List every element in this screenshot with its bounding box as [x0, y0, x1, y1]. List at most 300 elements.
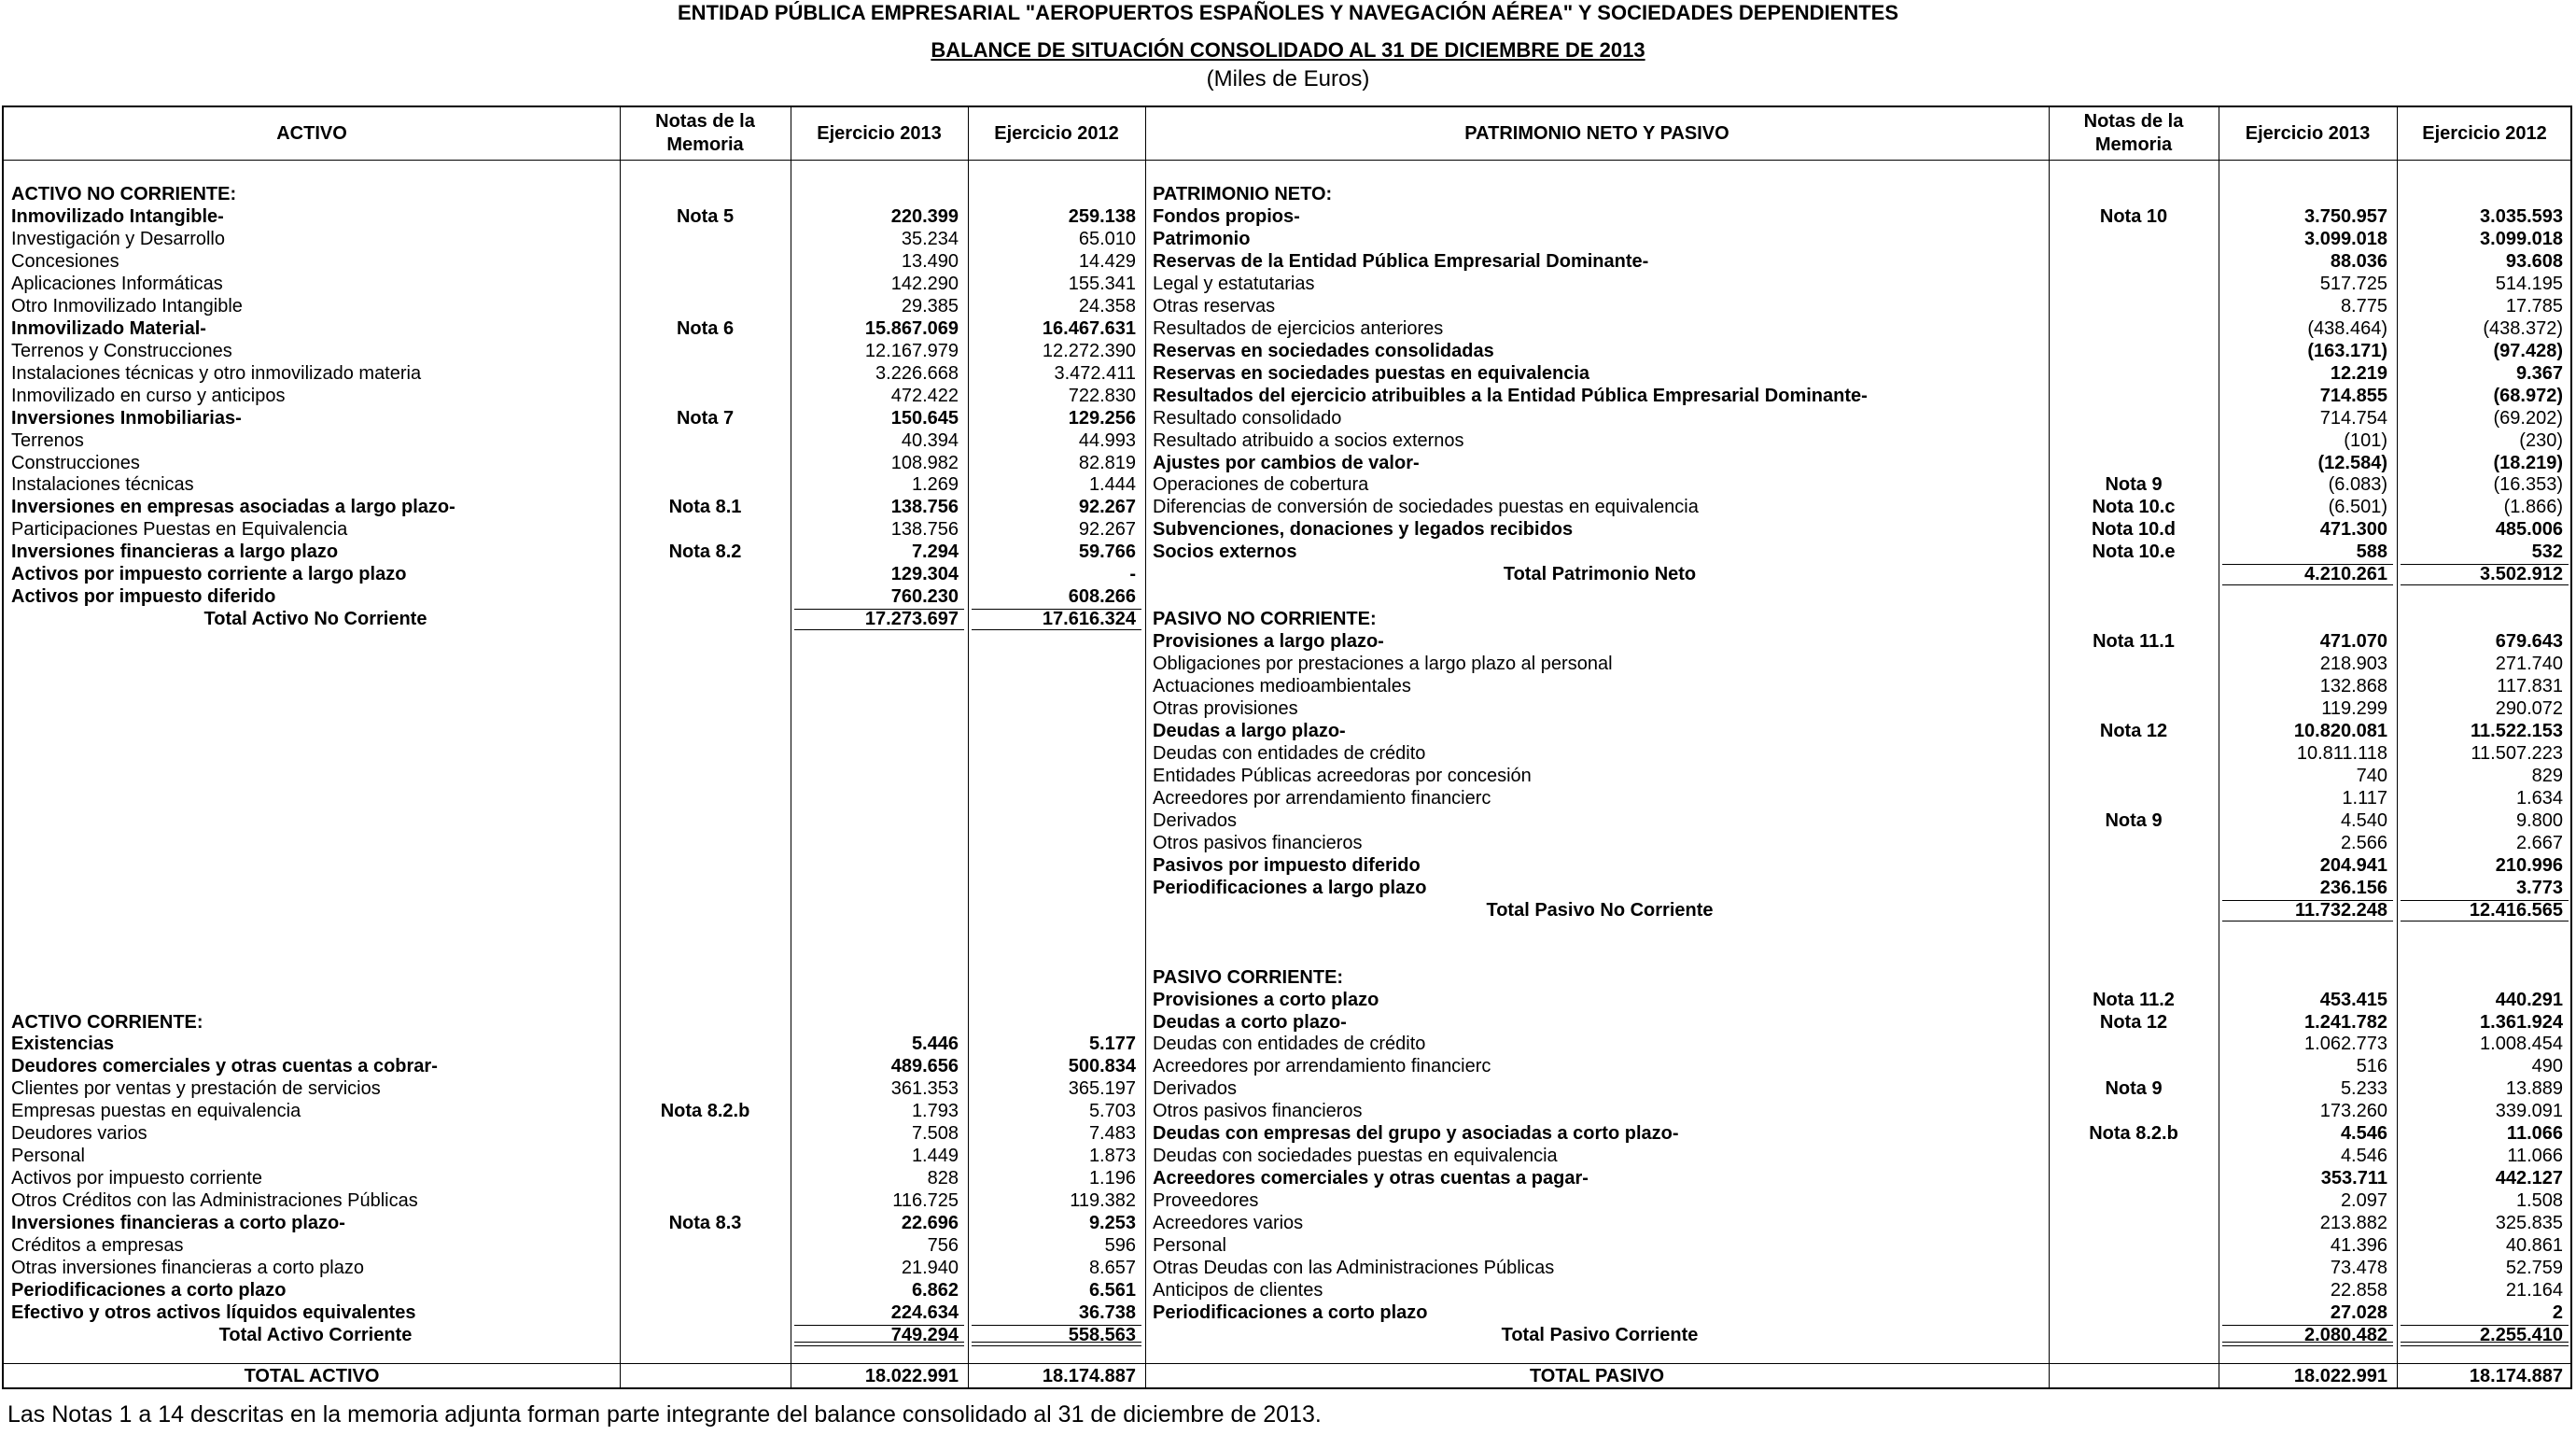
row-value-2012: 210.996	[2495, 855, 2563, 876]
row-label: Otros pasivos financieros	[1153, 1101, 1363, 1121]
row-label: Otros pasivos financieros	[1153, 833, 1363, 853]
row-note: Nota 9	[2105, 474, 2163, 495]
row-label: Otro Inmovilizado Intangible	[11, 296, 243, 317]
row-note: Nota 8.2	[668, 542, 742, 562]
row-label: Activos por impuesto corriente a largo plazo	[11, 564, 407, 584]
row-label: Deudores comerciales y otras cuentas a cobrar-	[11, 1056, 438, 1076]
row-value-2012: 3.099.018	[2480, 229, 2563, 249]
row-value-2012: 12.416.565	[2469, 900, 2563, 921]
col-header-2013-right: Ejercicio 2013	[2245, 122, 2371, 144]
row-label: Periodificaciones a largo plazo	[1153, 878, 1427, 898]
row-value-2012: 485.006	[2495, 519, 2563, 540]
row-label: Periodificaciones a corto plazo	[11, 1280, 287, 1301]
row-value-2012: 722.830	[1068, 386, 1136, 406]
row-value-2013: 13.490	[901, 251, 959, 272]
row-value-2012: (68.972)	[2493, 386, 2563, 406]
subtotal-rule	[2401, 900, 2569, 901]
row-label: Créditos a empresas	[11, 1235, 184, 1256]
row-label: Inmovilizado Intangible-	[11, 206, 224, 227]
row-value-2013: 15.867.069	[864, 318, 959, 339]
row-value-2013: 4.546	[2340, 1146, 2387, 1166]
row-label: Otros Créditos con las Administraciones Públicas	[11, 1190, 418, 1211]
row-value-2013: 1.793	[911, 1101, 959, 1121]
row-value-2012: 6.561	[1088, 1280, 1136, 1301]
row-value-2013: 471.070	[2319, 631, 2387, 652]
row-label: Proveedores	[1153, 1190, 1259, 1211]
row-value-2012: 442.127	[2495, 1168, 2563, 1189]
row-value-2012: 65.010	[1078, 229, 1136, 249]
col-divider	[1145, 107, 1146, 1387]
row-value-2012: 24.358	[1078, 296, 1136, 317]
row-note: Nota 9	[2105, 810, 2163, 831]
row-value-2013: 88.036	[2330, 251, 2387, 272]
row-value-2012: 117.831	[2497, 676, 2563, 696]
row-label: Acreedores por arrendamiento financierc	[1153, 1056, 1491, 1076]
row-value-2012: 1.873	[1088, 1146, 1136, 1166]
row-label: Operaciones de cobertura	[1153, 474, 1369, 495]
subtotal-rule	[794, 1345, 964, 1346]
row-value-2012: 259.138	[1068, 206, 1136, 227]
subtotal-rule	[2401, 1325, 2569, 1326]
total-rule	[2222, 1342, 2393, 1343]
row-label: Deudas a corto plazo-	[1153, 1012, 1347, 1033]
row-value-2013: 5.233	[2340, 1078, 2387, 1099]
row-note: Nota 10.d	[2091, 519, 2177, 540]
row-label: Resultados del ejercicio atribuibles a la Entidad Pública Empresarial Dominante-	[1153, 386, 1868, 406]
row-value-2012: 365.197	[1068, 1078, 1136, 1099]
row-label: Entidades Públicas acreedoras por concesión	[1153, 766, 1532, 786]
row-value-2013: 756	[927, 1235, 959, 1256]
row-value-2012: 52.759	[2505, 1258, 2563, 1278]
row-value-2012: 679.643	[2495, 631, 2563, 652]
row-value-2013: 3.750.957	[2304, 206, 2387, 227]
row-value-2013: 3.099.018	[2304, 229, 2387, 249]
row-total-label: Total Patrimonio Neto	[1503, 564, 1697, 584]
row-label: Reservas en sociedades puestas en equivalencia	[1153, 363, 1590, 384]
row-value-2012: 1.196	[1088, 1168, 1136, 1189]
col-divider	[2049, 107, 2050, 1387]
row-value-2013: 138.756	[890, 497, 959, 517]
subtotal-rule	[2222, 564, 2393, 565]
row-value-2012: 17.616.324	[1042, 609, 1136, 629]
row-note: Nota 8.2.b	[2089, 1123, 2178, 1144]
row-label: Diferencias de conversión de sociedades puestas en equivalencia	[1153, 497, 1699, 517]
subtotal-rule	[2401, 564, 2569, 565]
row-value-2013: 22.858	[2330, 1280, 2387, 1301]
col-header-2012-right: Ejercicio 2012	[2422, 122, 2547, 144]
row-label: Otras inversiones financieras a corto plazo	[11, 1258, 364, 1278]
col-header-2013-left: Ejercicio 2013	[817, 122, 942, 144]
row-label: ACTIVO CORRIENTE:	[11, 1012, 203, 1033]
row-value-2013: 21.940	[901, 1258, 959, 1278]
row-label: Investigación y Desarrollo	[11, 229, 225, 249]
row-value-2013: 1.241.782	[2304, 1012, 2387, 1033]
col-header-notas-left: Notas de la Memoria	[655, 111, 755, 155]
row-value-2012: 1.444	[1088, 474, 1136, 495]
header-divider	[4, 160, 2570, 161]
row-value-2012: 2	[2552, 1302, 2563, 1323]
row-total-label: Total Activo Corriente	[218, 1325, 413, 1345]
col-header-2012-left: Ejercicio 2012	[994, 122, 1119, 144]
col-header-notas-right: Notas de la Memoria	[2083, 111, 2184, 155]
row-label: Patrimonio	[1153, 229, 1251, 249]
row-value-2013: (101)	[2344, 430, 2387, 451]
row-label: Inversiones financieras a largo plazo	[11, 542, 339, 562]
row-value-2013: 714.855	[2319, 386, 2387, 406]
row-value-2012: 129.256	[1068, 408, 1136, 429]
subtotal-rule	[2401, 584, 2569, 585]
row-label: Clientes por ventas y prestación de servicios	[11, 1078, 381, 1099]
row-value-2012: 17.785	[2505, 296, 2563, 317]
row-value-2013: 10.820.081	[2293, 721, 2387, 741]
row-value-2012: 3.035.593	[2480, 206, 2563, 227]
row-value-2013: 472.422	[890, 386, 959, 406]
row-label: Instalaciones técnicas	[11, 474, 194, 495]
row-value-2013: 1.449	[911, 1146, 959, 1166]
row-value-2012: 16.467.631	[1042, 318, 1136, 339]
row-label: Inversiones Inmobiliarias-	[11, 408, 242, 429]
row-note: Nota 11.1	[2093, 631, 2175, 652]
row-label: Deudores varios	[11, 1123, 147, 1144]
row-value-2013: 119.299	[2321, 698, 2387, 719]
subtotal-rule	[2222, 1325, 2393, 1326]
row-value-2012: 339.091	[2495, 1101, 2563, 1121]
row-label: Deudas a largo plazo-	[1153, 721, 1346, 741]
totals-divider	[4, 1363, 2570, 1364]
row-value-2012: 490	[2531, 1056, 2563, 1076]
row-value-2013: 4.546	[2340, 1123, 2387, 1144]
row-value-2012: 21.164	[2505, 1280, 2563, 1301]
row-value-2013: 11.732.248	[2295, 900, 2387, 921]
total-activo-label: TOTAL ACTIVO	[244, 1366, 380, 1386]
row-note: Nota 8.3	[668, 1213, 742, 1233]
row-value-2012: (16.353)	[2493, 474, 2563, 495]
row-label: Socios externos	[1153, 542, 1297, 562]
row-value-2013: 22.696	[901, 1213, 959, 1233]
row-value-2013: 27.028	[2330, 1302, 2387, 1323]
row-value-2012: 11.522.153	[2471, 721, 2563, 741]
row-label: Provisiones a corto plazo	[1153, 990, 1379, 1010]
row-value-2012: 558.563	[1068, 1325, 1136, 1345]
row-value-2013: 138.756	[890, 519, 959, 540]
row-label: Anticipos de clientes	[1153, 1280, 1323, 1301]
row-value-2013: (12.584)	[2317, 453, 2387, 473]
row-value-2012: 11.507.223	[2471, 743, 2563, 764]
row-label: Activos por impuesto diferido	[11, 586, 276, 607]
row-label: Inversiones financieras a corto plazo-	[11, 1213, 345, 1233]
row-value-2013: 2.097	[2340, 1190, 2387, 1211]
row-value-2013: 749.294	[890, 1325, 959, 1345]
subtotal-rule	[2222, 900, 2393, 901]
row-value-2013: 17.273.697	[864, 609, 959, 629]
row-value-2013: 41.396	[2330, 1235, 2387, 1256]
row-label: ACTIVO NO CORRIENTE:	[11, 184, 237, 204]
row-value-2012: 440.291	[2495, 990, 2563, 1010]
row-value-2012: (97.428)	[2493, 341, 2563, 361]
row-label: Deudas con empresas del grupo y asociadas a corto plazo-	[1153, 1123, 1679, 1144]
row-label: Construcciones	[11, 453, 140, 473]
row-value-2012: -	[1129, 564, 1136, 584]
row-label: PASIVO NO CORRIENTE:	[1153, 609, 1377, 629]
total-activo-2013: 18.022.991	[864, 1366, 959, 1386]
balance-sheet-table	[2, 106, 2572, 1389]
row-label: Deudas con entidades de crédito	[1153, 743, 1426, 764]
row-value-2012: (438.372)	[2483, 318, 2563, 339]
row-note: Nota 9	[2105, 1078, 2163, 1099]
row-value-2012: 11.066	[2507, 1146, 2563, 1166]
row-value-2012: 3.502.912	[2480, 564, 2563, 584]
row-value-2013: 453.415	[2319, 990, 2387, 1010]
row-value-2012: 271.740	[2495, 654, 2563, 674]
row-value-2013: 73.478	[2330, 1258, 2387, 1278]
row-label: Pasivos por impuesto diferido	[1153, 855, 1421, 876]
row-value-2012: 290.072	[2495, 698, 2563, 719]
row-label: Otras Deudas con las Administraciones Públicas	[1153, 1258, 1555, 1278]
total-pasivo-label: TOTAL PASIVO	[1529, 1366, 1665, 1386]
row-value-2013: 40.394	[901, 430, 959, 451]
row-label: Resultados de ejercicios anteriores	[1153, 318, 1444, 339]
row-value-2012: 92.267	[1078, 519, 1136, 540]
row-value-2012: 532	[2531, 542, 2563, 562]
row-value-2012: 514.195	[2495, 274, 2563, 294]
row-note: Nota 10.c	[2092, 497, 2176, 517]
row-label: Resultado atribuido a socios externos	[1153, 430, 1464, 451]
row-note: Nota 7	[676, 408, 735, 429]
row-label: Acreedores varios	[1153, 1213, 1304, 1233]
row-value-2013: 760.230	[890, 586, 959, 607]
row-label: Terrenos y Construcciones	[11, 341, 232, 361]
row-value-2013: 129.304	[890, 564, 959, 584]
row-value-2013: 517.725	[2319, 274, 2387, 294]
row-value-2013: 150.645	[890, 408, 959, 429]
row-label: Otras provisiones	[1153, 698, 1298, 719]
row-note: Nota 10.e	[2092, 542, 2176, 562]
total-activo-2012: 18.174.887	[1042, 1366, 1136, 1386]
row-value-2013: 516	[2356, 1056, 2387, 1076]
row-value-2013: 3.226.668	[875, 363, 959, 384]
row-value-2013: 828	[927, 1168, 959, 1189]
row-value-2013: (438.464)	[2307, 318, 2387, 339]
row-label: Empresas puestas en equivalencia	[11, 1101, 301, 1121]
subtotal-rule	[2401, 1345, 2569, 1346]
subtotal-rule	[972, 609, 1141, 610]
row-label: Provisiones a largo plazo-	[1153, 631, 1384, 652]
row-label: Subvenciones, donaciones y legados recibidos	[1153, 519, 1574, 540]
row-value-2013: 8.775	[2340, 296, 2387, 317]
row-value-2013: (6.501)	[2328, 497, 2387, 517]
row-value-2013: 588	[2356, 542, 2387, 562]
row-value-2012: (230)	[2519, 430, 2563, 451]
row-label: Terrenos	[11, 430, 84, 451]
report-entity-title: ENTIDAD PÚBLICA EMPRESARIAL "AEROPUERTOS ESPAÑOLES Y NAVEGACIÓN AÉREA" Y SOCIEDADES DEPENDIENTES	[677, 1, 1899, 24]
row-value-2013: 224.634	[890, 1302, 959, 1323]
row-value-2012: 119.382	[1070, 1190, 1136, 1211]
subtotal-rule	[972, 629, 1141, 630]
row-value-2012: (69.202)	[2493, 408, 2563, 429]
row-label: Instalaciones técnicas y otro inmovilizado materia	[11, 363, 422, 384]
row-label: Fondos propios-	[1153, 206, 1300, 227]
row-label: Deudas con entidades de crédito	[1153, 1034, 1426, 1054]
row-note: Nota 8.1	[668, 497, 742, 517]
row-value-2012: (18.219)	[2493, 453, 2563, 473]
row-value-2012: 1.508	[2515, 1190, 2563, 1211]
col-divider	[620, 107, 621, 1387]
row-label: Aplicaciones Informáticas	[11, 274, 223, 294]
row-value-2012: 92.267	[1078, 497, 1136, 517]
row-label: Acreedores comerciales y otras cuentas a pagar-	[1153, 1168, 1589, 1189]
row-value-2013: 7.294	[911, 542, 959, 562]
row-value-2013: 4.540	[2340, 810, 2387, 831]
row-value-2013: 29.385	[901, 296, 959, 317]
row-value-2012: 2.255.410	[2480, 1325, 2563, 1345]
row-label: Inmovilizado en curso y anticipos	[11, 386, 286, 406]
subtotal-rule	[794, 1325, 964, 1326]
row-note: Nota 6	[676, 318, 735, 339]
row-value-2012: 2.667	[2515, 833, 2563, 853]
subtotal-rule	[794, 609, 964, 610]
row-label: Personal	[11, 1146, 85, 1166]
row-label: Ajustes por cambios de valor-	[1153, 453, 1420, 473]
row-value-2012: 1.361.924	[2480, 1012, 2563, 1033]
row-label: Efectivo y otros activos líquidos equivalentes	[11, 1302, 416, 1323]
row-value-2013: 5.446	[911, 1034, 959, 1054]
row-value-2013: 236.156	[2319, 878, 2387, 898]
row-note: Nota 10	[2099, 206, 2168, 227]
report-units: (Miles de Euros)	[1206, 66, 1370, 91]
row-label: Acreedores por arrendamiento financierc	[1153, 788, 1491, 809]
row-label: Inversiones en empresas asociadas a largo plazo-	[11, 497, 455, 517]
row-value-2013: 35.234	[901, 229, 959, 249]
row-label: Reservas de la Entidad Pública Empresarial Dominante-	[1153, 251, 1649, 272]
row-label: Inmovilizado Material-	[11, 318, 206, 339]
row-value-2012: 596	[1104, 1235, 1136, 1256]
row-value-2013: 142.290	[890, 274, 959, 294]
row-label: PASIVO CORRIENTE:	[1153, 967, 1344, 988]
row-value-2012: 1.008.454	[2480, 1034, 2563, 1054]
row-value-2012: 59.766	[1078, 542, 1136, 562]
subtotal-rule	[972, 1325, 1141, 1326]
row-value-2013: 218.903	[2319, 654, 2387, 674]
row-total-label: Total Activo No Corriente	[203, 609, 427, 629]
row-value-2012: 500.834	[1068, 1056, 1136, 1076]
row-label: Activos por impuesto corriente	[11, 1168, 263, 1189]
row-value-2013: 173.260	[2319, 1101, 2387, 1121]
row-value-2013: (6.083)	[2328, 474, 2387, 495]
row-value-2012: 82.819	[1078, 453, 1136, 473]
row-note: Nota 12	[2099, 721, 2168, 741]
row-value-2013: 714.754	[2319, 408, 2387, 429]
col-header-patrimonio: PATRIMONIO NETO Y PASIVO	[1464, 122, 1729, 144]
row-label: Otras reservas	[1153, 296, 1276, 317]
row-value-2012: 3.472.411	[1054, 363, 1136, 384]
row-label: Resultado consolidado	[1153, 408, 1342, 429]
row-value-2013: 213.882	[2319, 1213, 2387, 1233]
row-note: Nota 8.2.b	[660, 1101, 750, 1121]
row-value-2012: 5.177	[1088, 1034, 1136, 1054]
row-label: Existencias	[11, 1034, 115, 1054]
total-rule	[794, 1342, 964, 1343]
row-value-2013: 489.656	[890, 1056, 959, 1076]
row-value-2013: 12.167.979	[864, 341, 959, 361]
subtotal-rule	[794, 629, 964, 630]
row-value-2013: 116.725	[892, 1190, 959, 1211]
total-rule	[972, 1342, 1141, 1343]
row-label: Personal	[1153, 1235, 1226, 1256]
row-label: Deudas con sociedades puestas en equivalencia	[1153, 1146, 1558, 1166]
col-header-activo: ACTIVO	[276, 122, 347, 144]
row-value-2012: 40.861	[2505, 1235, 2563, 1256]
row-value-2012: 11.066	[2506, 1123, 2563, 1144]
row-value-2012: 3.773	[2515, 878, 2563, 898]
total-rule	[2401, 1342, 2569, 1343]
row-value-2012: 1.634	[2515, 788, 2563, 809]
row-label: Derivados	[1153, 810, 1238, 831]
row-value-2012: 608.266	[1068, 586, 1136, 607]
row-note: Nota 5	[676, 206, 735, 227]
row-value-2012: 44.993	[1078, 430, 1136, 451]
row-value-2012: (1.866)	[2503, 497, 2563, 517]
row-value-2012: 5.703	[1088, 1101, 1136, 1121]
row-value-2013: 204.941	[2319, 855, 2387, 876]
row-value-2013: 1.062.773	[2304, 1034, 2387, 1054]
row-value-2012: 14.429	[1078, 251, 1136, 272]
row-value-2012: 9.253	[1088, 1213, 1136, 1233]
row-value-2012: 155.341	[1068, 274, 1136, 294]
row-value-2013: 4.210.261	[2304, 564, 2387, 584]
row-value-2012: 12.272.390	[1042, 341, 1136, 361]
row-value-2013: 108.982	[890, 453, 959, 473]
total-pasivo-2013: 18.022.991	[2293, 1366, 2387, 1386]
subtotal-rule	[2222, 584, 2393, 585]
report-balance-title: BALANCE DE SITUACIÓN CONSOLIDADO AL 31 DE DICIEMBRE DE 2013	[931, 38, 1645, 62]
row-value-2013: 2.080.482	[2304, 1325, 2387, 1345]
row-value-2012: 9.367	[2515, 363, 2563, 384]
row-value-2013: 7.508	[911, 1123, 959, 1144]
total-pasivo-2012: 18.174.887	[2469, 1366, 2563, 1386]
row-value-2012: 8.657	[1088, 1258, 1136, 1278]
row-value-2012: 36.738	[1078, 1302, 1136, 1323]
row-value-2012: 7.483	[1088, 1123, 1136, 1144]
row-value-2013: 740	[2356, 766, 2387, 786]
row-value-2013: 10.811.118	[2296, 743, 2387, 764]
row-value-2013: (163.171)	[2307, 341, 2387, 361]
row-label: Periodificaciones a corto plazo	[1153, 1302, 1428, 1323]
row-total-label: Total Pasivo Corriente	[1501, 1325, 1699, 1345]
row-value-2013: 353.711	[2320, 1168, 2387, 1189]
row-label: Derivados	[1153, 1078, 1238, 1099]
row-total-label: Total Pasivo No Corriente	[1486, 900, 1714, 921]
row-note: Nota 12	[2099, 1012, 2168, 1033]
row-value-2012: 13.889	[2505, 1078, 2563, 1099]
row-label: PATRIMONIO NETO:	[1153, 184, 1333, 204]
row-value-2013: 1.269	[911, 474, 959, 495]
row-label: Legal y estatutarias	[1153, 274, 1315, 294]
row-label: Reservas en sociedades consolidadas	[1153, 341, 1494, 361]
subtotal-rule	[972, 1345, 1141, 1346]
row-value-2012: 93.608	[2505, 251, 2563, 272]
row-value-2013: 6.862	[911, 1280, 959, 1301]
row-label: Concesiones	[11, 251, 119, 272]
row-value-2013: 361.353	[890, 1078, 959, 1099]
row-value-2013: 12.219	[2330, 363, 2387, 384]
row-value-2013: 2.566	[2340, 833, 2387, 853]
row-value-2012: 829	[2531, 766, 2563, 786]
row-value-2012: 325.835	[2495, 1213, 2563, 1233]
row-value-2012: 9.800	[2515, 810, 2563, 831]
footer-note: Las Notas 1 a 14 descritas en la memoria adjunta forman parte integrante del balance consolidado al 31 de diciembre de 2013.	[7, 1401, 1322, 1428]
row-value-2013: 132.868	[2319, 676, 2387, 696]
row-label: Obligaciones por prestaciones a largo plazo al personal	[1153, 654, 1613, 674]
